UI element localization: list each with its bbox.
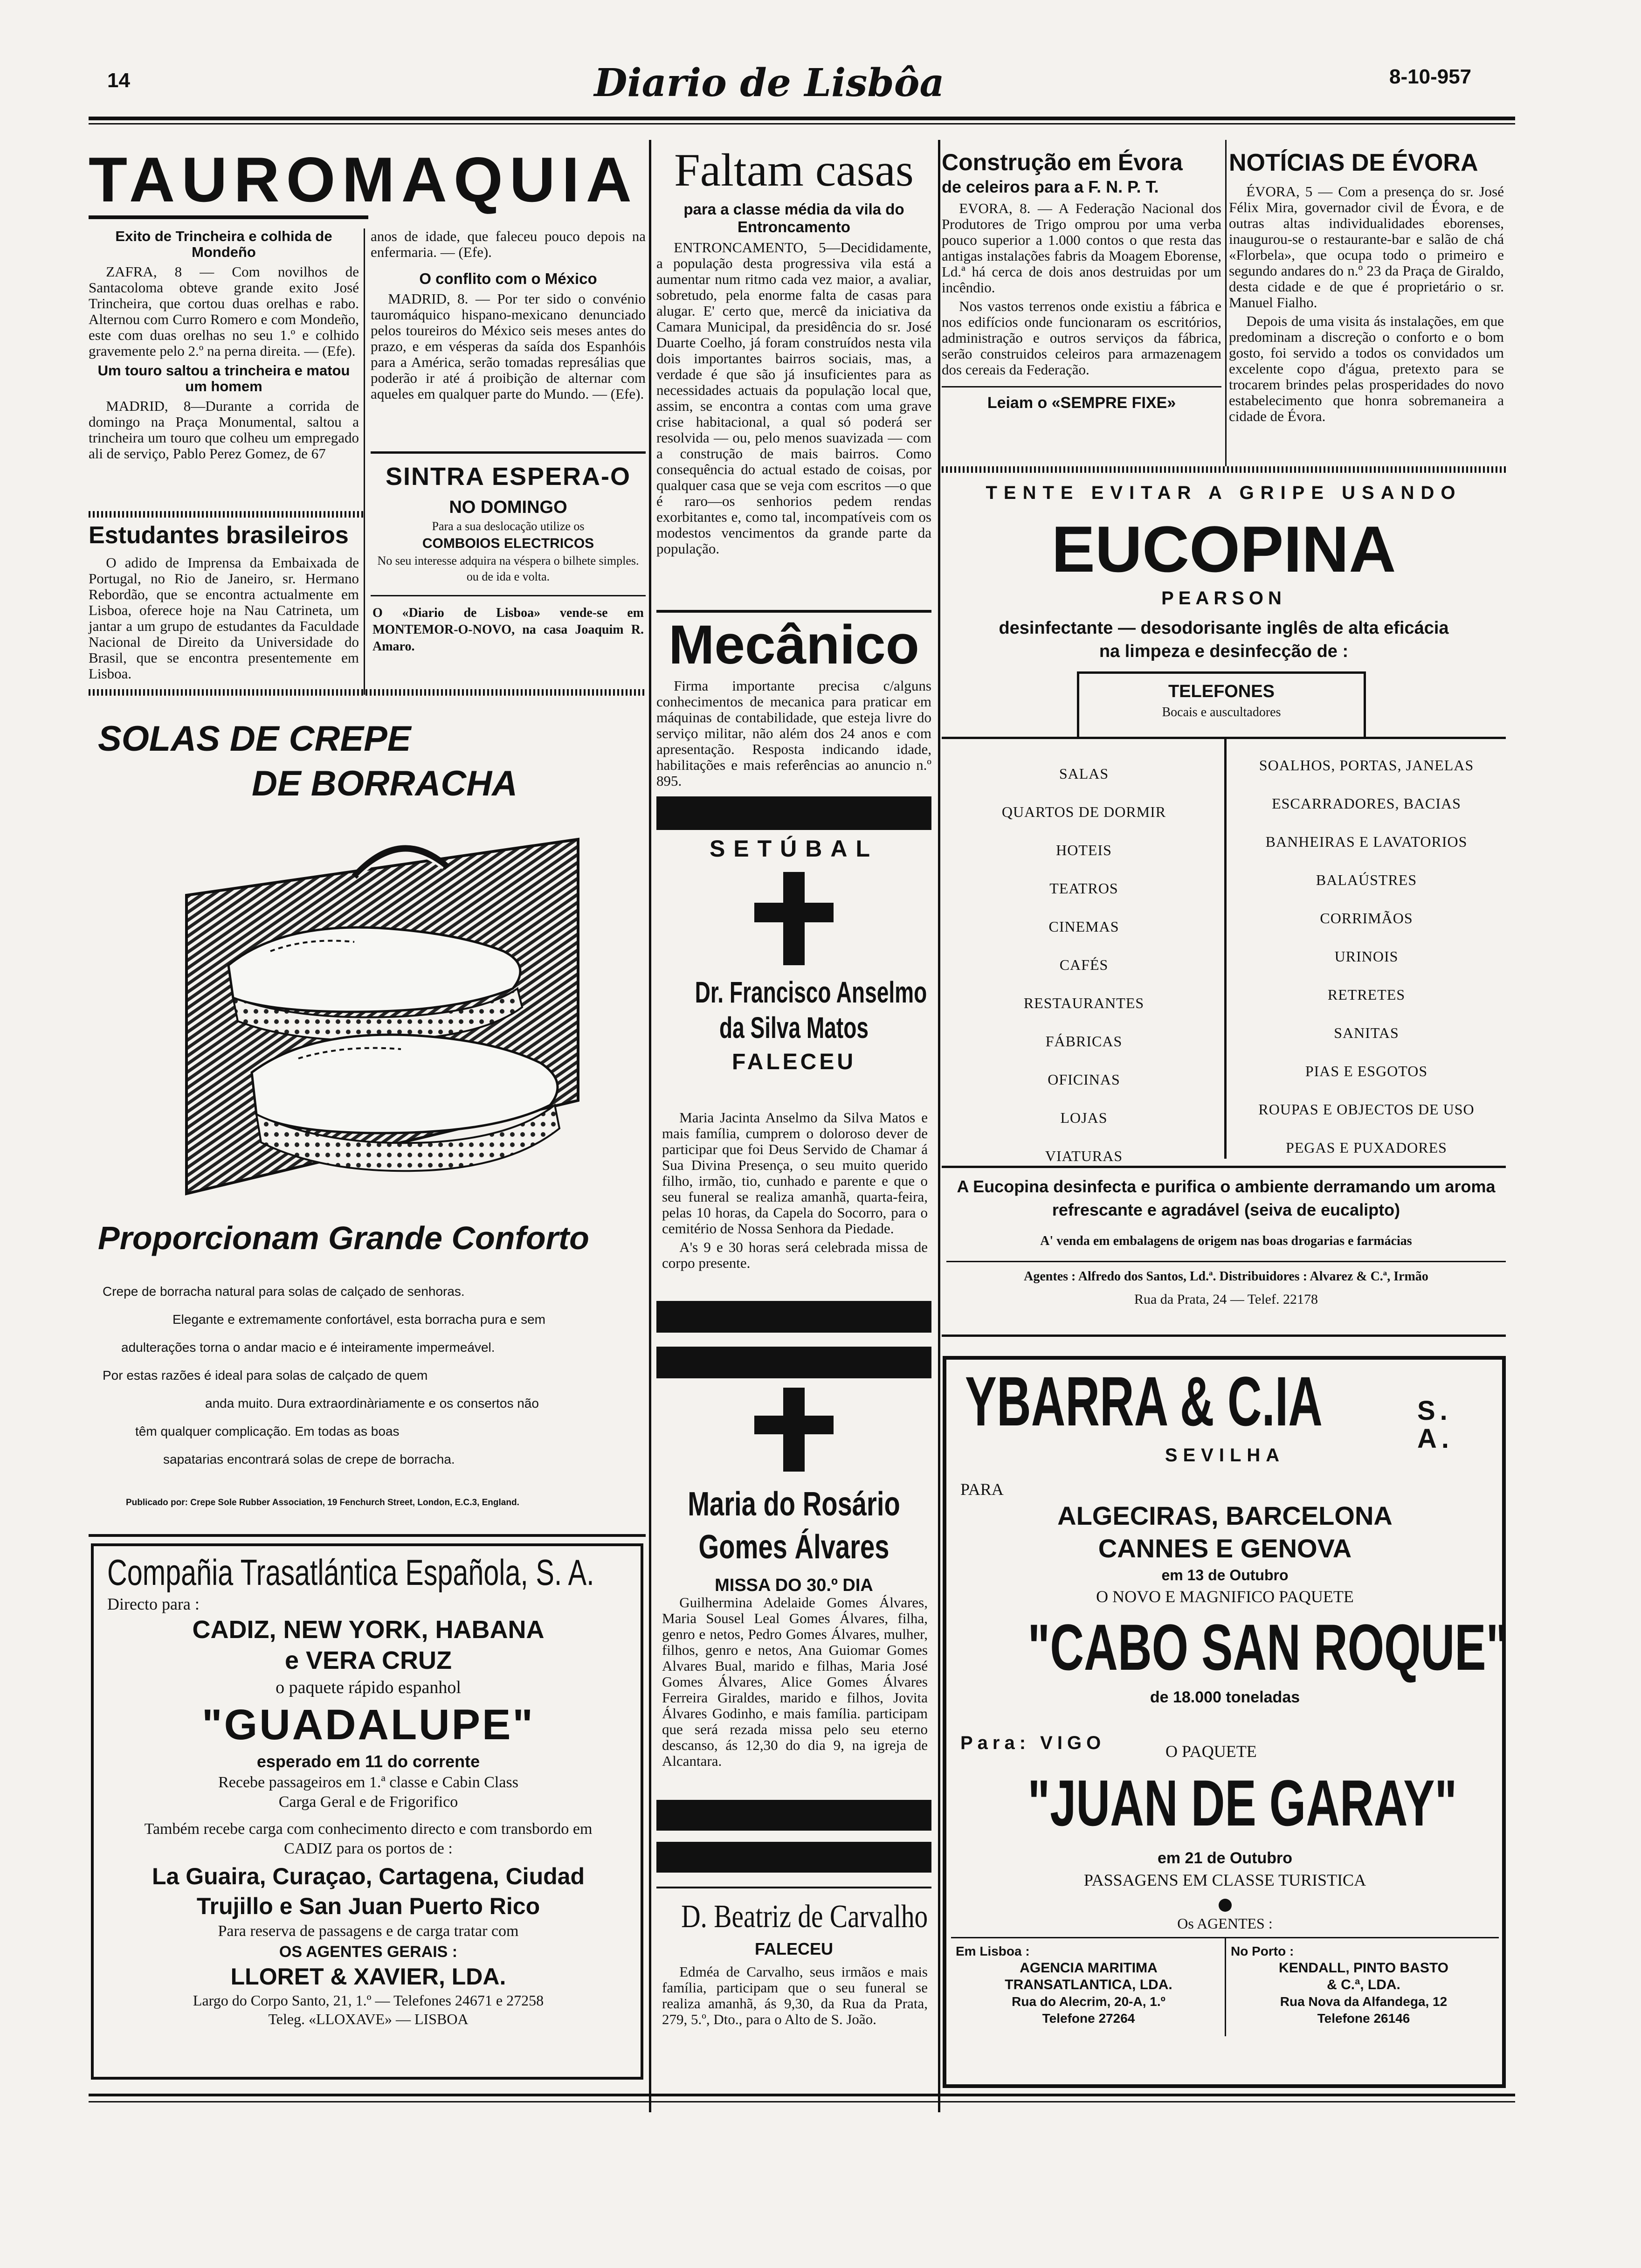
list-item: OFICINAS: [1048, 1071, 1120, 1088]
dotted-rule: [942, 466, 1506, 473]
solas-title-1: SOLAS DE CREPE: [98, 719, 411, 759]
list-item: SALAS: [1059, 765, 1109, 782]
divider: [942, 1335, 1506, 1337]
eucopina-maker: PEARSON: [1161, 588, 1286, 608]
list-item: URINOIS: [1334, 948, 1399, 965]
divider: [89, 1534, 646, 1537]
beatriz-text: [662, 1964, 928, 2030]
evora-const-title: Construção em Évora: [942, 149, 1183, 175]
col-divider: [1225, 140, 1227, 466]
compania-tambem: Também recebe carga com conhecimento directo e com transbordo em CADIZ para os portos de :: [144, 1820, 593, 1857]
ybarra-opaquete: O PAQUETE: [1165, 1742, 1257, 1761]
ybarra-content: [951, 1362, 1509, 2041]
compania-ship: "GUADALUPE": [202, 1701, 535, 1749]
article-text: anos de idade, que faleceu pouco depois na enfermaria. — (Efe).: [371, 228, 646, 260]
solas-slogan: Proporcionam Grande Conforto: [98, 1220, 589, 1256]
article-text: MADRID, 8. — Por ter sido o convénio tauromáquico hispano-mexicano denunciado pelos toureiros do México seis meses antes do prazo, e em vésperas da saída dos Espanhóis para a América, serão tomadas represálias que poderão ir até á proibição de alternar com aqueles em qualquer parte do Mundo. — (Efe).: [371, 290, 646, 402]
noticias-article: [1229, 148, 1504, 427]
heading-trincheira: Exito de Trincheira e colhida de Mondeño: [115, 228, 332, 260]
sintra-line: No seu interesse adquira na véspera o bilhete simples. ou de ida e volta.: [377, 554, 639, 583]
article-text: A's 9 e 30 horas será celebrada missa de corpo presente.: [662, 1239, 928, 1271]
compania-morada: Largo do Corpo Santo, 21, 1.º — Telefones 24671 e 27258: [193, 1992, 544, 2009]
sempre-fixe-ad: Leiam o «SEMPRE FIXE»: [987, 394, 1176, 412]
solas-line: Por estas razões é ideal para solas de calçado de quem: [103, 1368, 428, 1383]
list-item: BANHEIRAS E LAVATORIOS: [1265, 833, 1468, 850]
eucopina-claim: A Eucopina desinfecta e purifica o ambiente derramando um aroma refrescante e agradável (seiva de eucalipto): [957, 1177, 1496, 1219]
list-item: RESTAURANTES: [1023, 995, 1145, 1011]
black-bar: [656, 1301, 931, 1333]
ybarra-para-vigo: Para: VIGO: [960, 1733, 1106, 1753]
telefones-sub: Bocais e auscultadores: [1162, 705, 1281, 719]
ybarra-lisboa: [956, 1943, 1221, 2027]
black-bar: [656, 1800, 931, 1831]
article-text: MADRID, 8—Durante a corrida de domingo na Praça Monumental, saltou a trincheira um touro que colheu um empregado ali de serviço, Pablo Perez Gomez, de 67: [89, 398, 359, 462]
solas-line: têm qualquer complicação. Em todas as boas: [135, 1424, 400, 1438]
mecanico-title: Mecânico: [669, 614, 919, 676]
telefones-title: TELEFONES: [1168, 682, 1275, 701]
col-divider: [1225, 1938, 1226, 2036]
ybarra-dest1: ALGECIRAS, BARCELONA: [1057, 1501, 1393, 1530]
compania-recebe: Recebe passageiros em 1.ª classe e Cabin Class: [218, 1774, 518, 1791]
black-bar: [656, 796, 931, 830]
list-item: VIATURAS: [1045, 1148, 1123, 1164]
ybarra-tons: de 18.000 toneladas: [1150, 1688, 1300, 1706]
compania-content: [107, 1551, 629, 2028]
list-item: PIAS E ESGOTOS: [1305, 1063, 1428, 1079]
sintra-title: SINTRA ESPERA-O: [385, 463, 631, 491]
divider: [942, 737, 1506, 739]
compania-directo: Directo para :: [107, 1595, 200, 1613]
list-item: HOTEIS: [1056, 842, 1112, 858]
eucopina-agentes: Agentes : Alfredo dos Santos, Ld.ª. Distribuidores : Alvarez & C.ª, Irmão: [1024, 1269, 1428, 1284]
ybarra-passagens: PASSAGENS EM CLASSE TURISTICA: [1083, 1871, 1366, 1889]
ybarra-date2: em 21 de Outubro: [1157, 1849, 1293, 1867]
list-item: SANITAS: [1334, 1024, 1399, 1041]
rosario-missa: MISSA DO 30.º DIA: [715, 1576, 873, 1595]
heading-mexico: O conflito com o México: [419, 270, 597, 287]
divider: [946, 1261, 1506, 1262]
ybarra-ship1: "CABO SAN ROQUE": [1027, 1611, 1509, 1684]
rosario-name: [656, 1483, 931, 1598]
evora-const-sub: de celeiros para a F. N. P. T.: [942, 177, 1159, 196]
divider: [89, 215, 368, 219]
eucopina-tagline: TENTE EVITAR A GRIPE USANDO: [986, 483, 1462, 503]
eucopina-desc: desinfectante — desodorisante inglês de alta eficácia na limpeza e desinfecção de :: [999, 618, 1449, 661]
compania-agentes-title: OS AGENTES GERAIS :: [279, 1943, 458, 1961]
list-item: TEATROS: [1049, 880, 1118, 897]
ybarra-porto-h: No Porto :: [1231, 1944, 1294, 1958]
cross-icon: [754, 1388, 834, 1472]
article-text: ÉVORA, 5 — Com a presença do sr. José Félix Mira, governador civil de Évora, e de outras altas individualidades eborenses, inaugurou-se o restaurante-bar e salão de chá «Florbela», que ocupa todo o primeiro e segundo andares do n.º 23 da Praça de Giraldo, desta cidade e de que é proprietário o sr. Manuel Fialho.: [1229, 183, 1504, 311]
list-item: SOALHOS, PORTAS, JANELAS: [1259, 757, 1474, 774]
divider: [371, 595, 646, 596]
list-item: CAFÉS: [1059, 956, 1109, 973]
solas-title-2: DE BORRACHA: [252, 764, 517, 803]
list-item: FÁBRICAS: [1045, 1033, 1123, 1050]
sintra-comboios: COMBOIOS ELECTRICOS: [422, 536, 594, 551]
compania-esperado: esperado em 11 do corrente: [256, 1752, 480, 1771]
ybarra-lisboa-2: TRANSATLANTICA, LDA.: [1005, 1977, 1172, 1992]
eucopina-morada: Rua da Prata, 24 — Telef. 22178: [1134, 1292, 1318, 1307]
col-divider: [364, 228, 365, 695]
list-item: QUARTOS DE DORMIR: [1001, 803, 1166, 820]
eucopina-brand: EUCOPINA: [1051, 512, 1396, 586]
beatriz-name: D. Beatriz de Carvalho: [681, 1899, 928, 1935]
sintra-sub: NO DOMINGO: [449, 498, 567, 517]
setubal-name: [656, 975, 931, 1077]
shoe-illustration: [159, 811, 606, 1208]
bullet-icon: [1219, 1899, 1232, 1912]
solas-line: sapatarias encontrará solas de crepe de borracha.: [163, 1452, 455, 1466]
ybarra-lisboa-1: AGENCIA MARITIMA: [1020, 1960, 1158, 1976]
sintra-line: Para a sua deslocação utilize os: [432, 519, 585, 533]
ybarra-porto-1: KENDALL, PINTO BASTO: [1279, 1960, 1448, 1976]
divider: [371, 451, 646, 454]
col-divider: [938, 140, 940, 2112]
eucopina-venda: A' venda em embalagens de origem nas boas drogarias e farmácias: [1040, 1234, 1412, 1248]
list-item: ESCARRADORES, BACIAS: [1272, 795, 1461, 812]
heading-touro: Um touro saltou a trincheira e matou um homem: [97, 362, 350, 394]
ybarra-lisboa-3: Rua do Alecrim, 20-A, 1.º: [1012, 1994, 1165, 2009]
ybarra-date1: em 13 de Outubro: [1161, 1567, 1289, 1583]
eucopina-footer: [946, 1175, 1506, 1310]
article-text: ZAFRA, 8 — Com novilhos de Santacoloma obteve grande exito José Trincheira, que cortou duas orelhas e rabo. Alternou com Curro Romero e com Mondeño, este com duas orelhas no seu 1.º e colhido gravemente pelo 2.º na perna direita. — (Efe).: [89, 263, 359, 359]
rosario-text: [662, 1595, 928, 1772]
ybarra-lisboa-4: Telefone 27264: [1042, 2011, 1135, 2026]
article-text: EVORA, 8. — A Federação Nacional dos Produtores de Trigo omprou por uma verba pouco superior a 1.000 contos o que resta das antigas instalações fabris da Moagem Eborense, Ld.ª há cerca de dois anos destruidas por um incêndio.: [942, 200, 1221, 296]
list-item: BALAÚSTRES: [1316, 871, 1417, 888]
compania-dest1: CADIZ, NEW YORK, HABANA: [192, 1616, 545, 1644]
divider: [656, 610, 931, 613]
article-text: Edméa de Carvalho, seus irmãos e mais família, participam que o seu funeral se realiza amanhã, ás 9,30, da Rua da Prata, 279, 5.º, Dto., para o Alto de S. João.: [662, 1964, 928, 2027]
compania-name: Compañia Trasatlántica Española, S. A.: [107, 1552, 594, 1593]
article-text: Firma importante precisa c/alguns conhecimentos de mecanica para praticar em máquinas de contabilidade, que esteja livre do serviço militar, não além dos 24 anos e com apresentação. Resposta indicando idade, habilitações e mais referências ao anuncio n.º 895.: [656, 678, 931, 789]
col-divider: [649, 140, 651, 2112]
setubal-name2: da Silva Matos: [719, 1011, 869, 1044]
solas-line: Elegante e extremamente confortável, esta borracha pura e sem: [172, 1312, 545, 1327]
list-item: PEGAS E PUXADORES: [1286, 1139, 1447, 1156]
ybarra-novo: O NOVO E MAGNIFICO PAQUETE: [1096, 1587, 1354, 1606]
divider: [656, 1887, 931, 1888]
eucopina-right-list: [1229, 746, 1504, 1167]
compania-dest2: e VERA CRUZ: [284, 1646, 452, 1674]
footer-rule: [89, 2094, 1515, 2096]
solas-copy: [98, 1278, 648, 1473]
setubal-name1: Dr. Francisco Anselmo: [695, 975, 927, 1009]
list-item: ROUPAS E OBJECTOS DE USO: [1258, 1101, 1475, 1118]
masthead-title: Diario de Lisbôa: [594, 61, 945, 105]
masthead-date: 8-10-957: [1389, 65, 1472, 88]
list-item: RETRETES: [1327, 986, 1406, 1003]
rosario-name1: Maria do Rosário: [688, 1486, 900, 1523]
faltam-title: Faltam casas: [674, 144, 914, 196]
masthead-rule-thin: [89, 123, 1515, 124]
solas-credit: Publicado por: Crepe Sole Rubber Association, 19 Fenchurch Street, London, E.C.3, England.: [126, 1498, 519, 1507]
setubal-place: SETÚBAL: [709, 836, 879, 862]
compania-teleg: Teleg. «LLOXAVE» — LISBOA: [268, 2011, 469, 2027]
sintra-ad: [371, 462, 646, 655]
ybarra-porto-2: & C.ª, LDA.: [1327, 1977, 1400, 1992]
cross-icon: [754, 872, 834, 965]
list-item: LOJAS: [1060, 1109, 1108, 1126]
footer-rule-thin: [89, 2101, 1515, 2102]
faltam-article: [656, 145, 931, 560]
divider: [942, 386, 1221, 387]
ybarra-para: PARA: [960, 1480, 1004, 1499]
beatriz-faleceu: FALECEU: [754, 1939, 833, 1958]
ybarra-lisboa-h: Em Lisboa :: [956, 1944, 1030, 1958]
setubal-faleceu: FALECEU: [731, 1050, 856, 1074]
evora-const-article: [942, 148, 1221, 413]
article-text: Nos vastos terrenos onde existiu a fábrica e nos edifícios onde funcionaram os escritórios, administração e outros serviços da fábrica, serão construidos celeiros para armazenagem dos cereais da Federação.: [942, 298, 1221, 378]
rosario-name2: Gomes Álvares: [698, 1528, 889, 1566]
compania-agentes: LLORET & XAVIER, LDA.: [230, 1964, 506, 1990]
faltam-sub: para a classe média da vila do Entroncamento: [683, 201, 904, 235]
dotted-rule: [89, 689, 646, 696]
ybarra-dest2: CANNES E GENOVA: [1098, 1534, 1352, 1563]
ybarra-city: SEVILHA: [1165, 1445, 1285, 1466]
setubal-text: [662, 1110, 928, 1274]
solas-line: anda muito. Dura extraordinàriamente e os consertos não: [205, 1396, 539, 1411]
tauromaquia-col-1: [89, 228, 359, 464]
compania-portos: La Guaira, Curaçao, Cartagena, Ciudad Trujillo e San Juan Puerto Rico: [152, 1863, 585, 1919]
list-item: CORRIMÃOS: [1320, 910, 1413, 927]
sintra-montemor: O «Diario de Lisboa» vende-se em MONTEMOR-O-NOVO, na casa Joaquim R. Amaro.: [372, 606, 644, 654]
compania-carga: Carga Geral e de Frigorifico: [278, 1793, 458, 1811]
article-text: Maria Jacinta Anselmo da Silva Matos e mais família, cumprem o doloroso dever de participar que foi Deus Servido de Chamar á Sua Divina Presença, o seu muito querido filho, irmão, tio, cunhado e parente e que o seu funeral se realiza amanhã, quarta-feira, pelas 10 horas, da Capela do Socorro, para o cemitério de Nossa Senhora da Piedade.: [662, 1109, 928, 1237]
ybarra-agentes: Os AGENTES :: [1177, 1915, 1273, 1932]
solas-line: adulterações torna o andar macio e é inteiramente impermeável.: [121, 1340, 495, 1355]
mecanico-ad: [656, 615, 931, 792]
ybarra-ship2: "JUAN DE GARAY": [1027, 1766, 1457, 1839]
tauromaquia-col-2: [371, 228, 646, 405]
compania-reserva: Para reserva de passagens e de carga tratar com: [218, 1922, 519, 1940]
article-text: Depois de uma visita ás instalações, em que predominam a discreção o conforto e o bom gosto, foi servido a todos os convidados um excelente copo d'água, pretexto para se trocarem brindes pelas prosperidades do novo estabelecimento que honra sobremaneira a cidade de Évora.: [1229, 313, 1504, 424]
eucopina-left-list: [946, 754, 1221, 1175]
estudantes-article: [89, 521, 359, 685]
black-bar: [656, 1347, 931, 1378]
list-item: CINEMAS: [1048, 918, 1119, 935]
ybarra-porto-4: Telefone 26146: [1317, 2011, 1410, 2026]
ybarra-sa: S. A.: [1417, 1396, 1454, 1454]
article-text: ENTRONCAMENTO, 5—Decididamente, a população desta progressiva vila está a aumentar num ritmo cada vez maior, a avaliar, sobretudo, pela enorme falta de casas para alugar. E' certo que, mercê da iniciativa da Camara Municipal, da presidência do sr. José Duarte Coelho, já foram construídos nesta vila dois importantes bairros sociais, mas, a verdade é que são já insuficientes para as necessidades actuais da população local que, assim, se encontra a contas com uma grave crise habitacional, a qual só poderá ser resolvida — ou, pelo menos suavizada — com a construção de mais bairros. Como consequência do actual estado de coisas, por qualquer casa que se veja com escritos —o que é raro—os senhorios pedem rendas exorbitantes e, como tal, incompatíveis com os modestos vencimentos da grande parte da população.: [656, 239, 931, 557]
col-divider: [1224, 739, 1227, 1159]
eucopina-ad: [942, 480, 1506, 663]
compania-paquete: o paquete rápido espanhol: [276, 1678, 461, 1697]
article-text: O adido de Imprensa da Embaixada de Portugal, no Rio de Janeiro, sr. Hermano Rebordão, que se encontra actualmente em Lisboa, oferece hoje na Nau Catrineta, um jantar a um grupo de estudantes da Faculdade Nacional de Direito da Universidade do Brasil, que se encontra presentemente em Lisboa.: [89, 554, 359, 682]
article-text: Guilhermina Adelaide Gomes Álvares, Maria Sousel Leal Gomes Álvares, filha, genro e netos, Pedro Gomes Álvares, mulher, filhos, genro e netos, Ana Guiomar Gomes Alvares Bual, marido e filhas, Maria José Gomes Álvares, Alice Gomes Álvares Ferreira Giraldes, marido e filhos, Jovita Álvares Godinho, e mais família. participam que será rezada missa pelo seu eterno descanso, ás 12,30 do dia 9, na igreja de Alcantara.: [662, 1594, 928, 1769]
dotted-rule: [89, 511, 364, 518]
estudantes-title: Estudantes brasileiros: [89, 522, 349, 549]
black-bar: [656, 1842, 931, 1873]
ybarra-porto: [1231, 1943, 1496, 2027]
ybarra-name: YBARRA & C.IA: [965, 1362, 1323, 1440]
tauromaquia-title: TAUROMAQUIA: [89, 144, 638, 215]
masthead-rule: [89, 117, 1515, 120]
ybarra-porto-3: Rua Nova da Alfandega, 12: [1280, 1994, 1448, 2009]
noticias-title: NOTÍCIAS DE ÉVORA: [1229, 149, 1478, 176]
solas-line: Crepe de borracha natural para solas de calçado de senhoras.: [103, 1284, 465, 1299]
divider: [942, 1166, 1506, 1168]
page-number: 14: [107, 69, 130, 92]
